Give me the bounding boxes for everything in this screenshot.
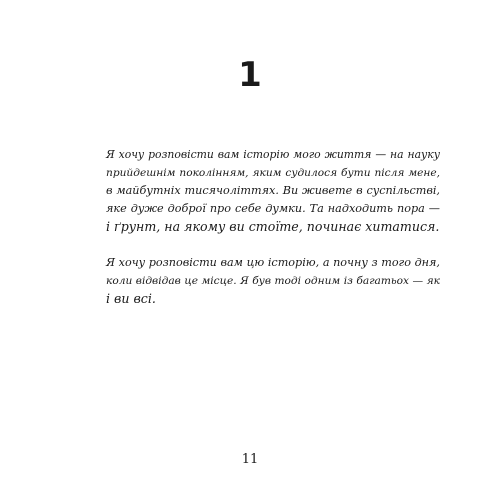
text-line: Я хочу розповісти вам історію мого життя — на науку: [106, 148, 440, 161]
text-line: і ґрунт, на якому ви стоїте, починає хитатися.: [106, 219, 440, 234]
text-line: прийдешнім поколінням, яким судилося бути після мене,: [106, 167, 440, 179]
chapter-text: [106, 146, 440, 308]
text-line: коли відвідав це місце. Я був тоді одним із багатьох — як: [106, 275, 440, 287]
paragraph-1: [106, 146, 440, 236]
text-line: і ви всі.: [106, 291, 156, 306]
text-line: Я хочу розповісти вам цю історію, а почну з того дня,: [106, 256, 440, 269]
paragraph-2: [106, 254, 440, 308]
text-line: в майбутніх тисячоліттях. Ви живете в суспільстві,: [106, 184, 440, 197]
text-line: яке дуже доброї про себе думки. Та надходить пора —: [106, 202, 440, 215]
page-number: 11: [241, 452, 259, 467]
chapter-number: 1: [238, 55, 262, 95]
